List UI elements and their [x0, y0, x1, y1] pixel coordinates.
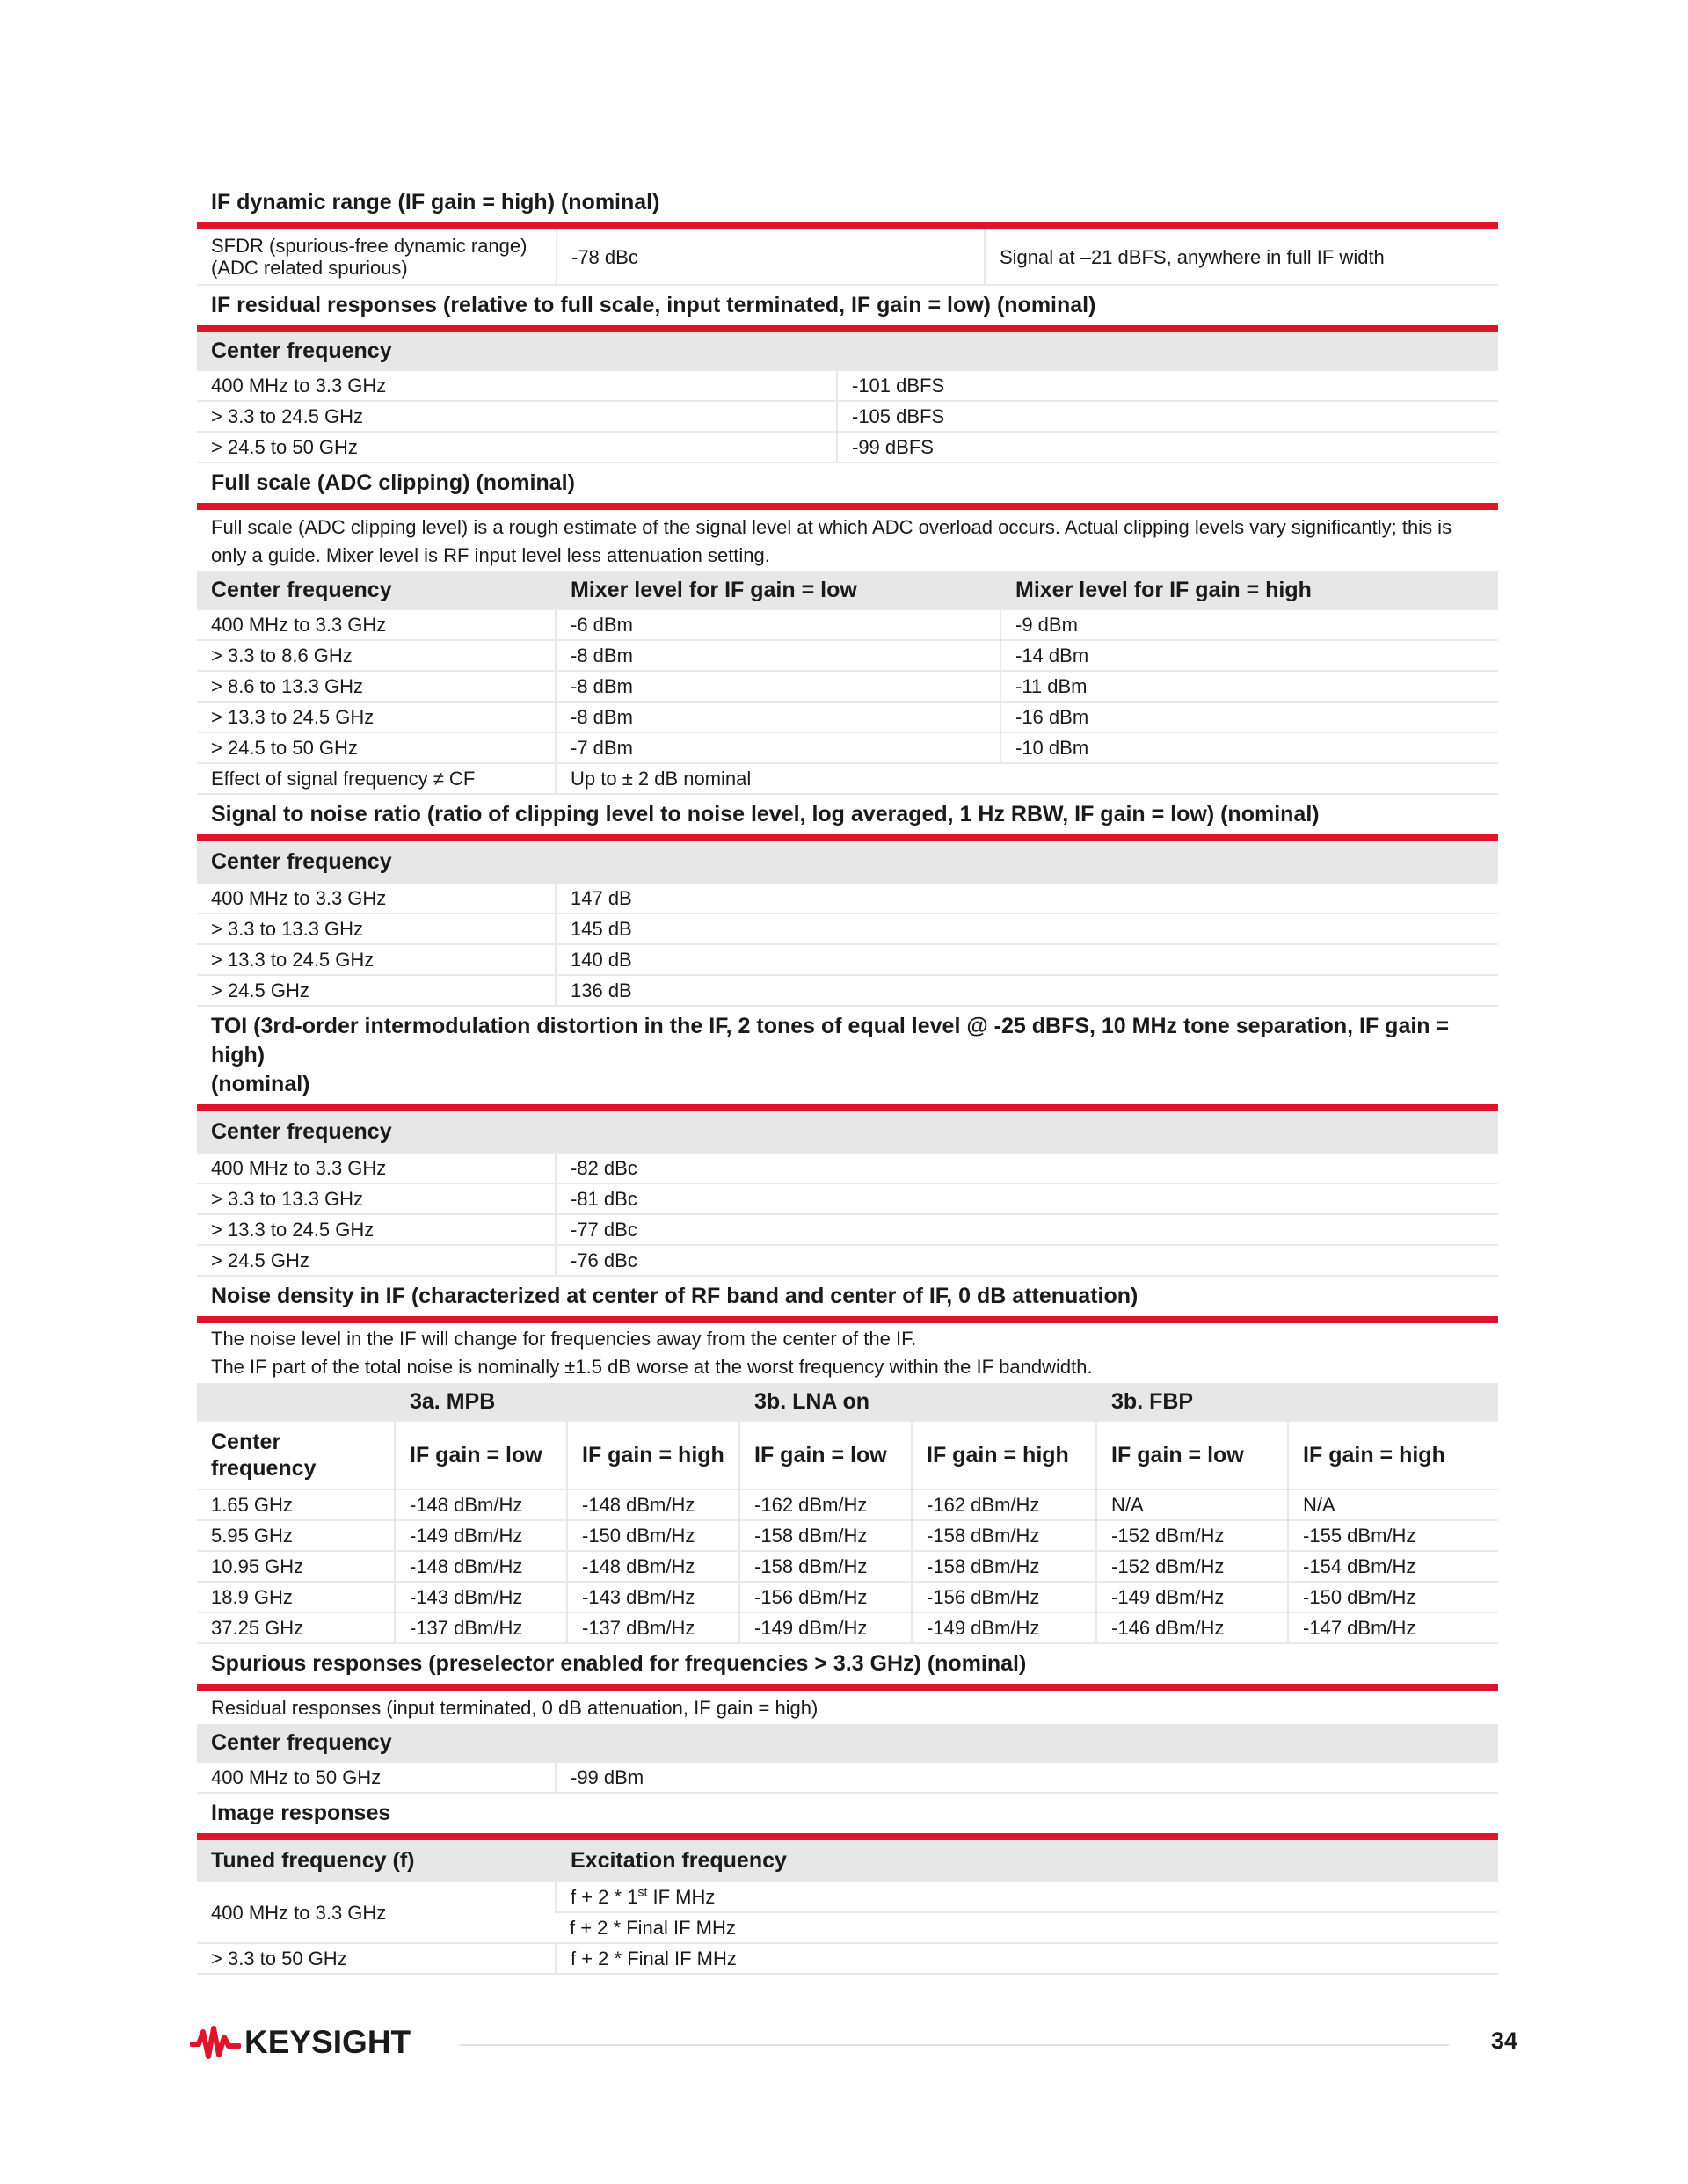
column-header: Excitation frequency: [556, 1840, 1498, 1882]
column-header: Center frequency: [197, 571, 556, 609]
table-row: [197, 432, 1498, 462]
table-row: f + 2 * Final IF MHz: [197, 1912, 1498, 1943]
noise-density-note: The noise level in the IF will change for frequencies away from the center of the IF. The IF part of the total noise is nominally ±1.5 dB worse at the worst frequency within the IF bandwidth.: [211, 1328, 1093, 1378]
column-header: Mixer level for IF gain = high: [1000, 571, 1498, 609]
table-row: > 3.3 to 8.6 GHz -8 dBm -14 dBm: [197, 640, 1498, 671]
table-row: > 13.3 to 24.5 GHz -77 dBc: [197, 1214, 1498, 1245]
cell-frequency: > 24.5 to 50 GHz: [197, 432, 837, 462]
table-row: 400 MHz to 3.3 GHz -82 dBc: [197, 1153, 1498, 1183]
table-row: 18.9 GHz -143 dBm/Hz -143 dBm/Hz -156 dBm/Hz -156 dBm/Hz -149 dBm/Hz -150 dBm/Hz: [197, 1582, 1498, 1613]
group-header: 3b. FBP: [1096, 1383, 1498, 1421]
section-title-full-scale: Full scale (ADC clipping) (nominal): [197, 463, 1498, 510]
table-header-row: [197, 571, 1498, 609]
table-group-row: [197, 1383, 1498, 1421]
table-header-row: [197, 1111, 1498, 1153]
cell-value: -101 dBFS: [837, 370, 1498, 401]
keysight-wave-icon: [190, 2023, 241, 2062]
toi-table: [197, 1111, 1498, 1277]
table-row: > 8.6 to 13.3 GHz -8 dBm -11 dBm: [197, 671, 1498, 702]
cell-frequency: > 3.3 to 24.5 GHz: [197, 401, 837, 432]
footer-divider: [459, 2044, 1449, 2046]
sfdr-note: Signal at –21 dBFS, anywhere in full IF width: [985, 229, 1498, 285]
section-title-toi: TOI (3rd-order intermodulation distortion in the IF, 2 tones of equal level @ -25 dBFS, 10 MHz tone separation, IF gain = high) (nominal): [197, 1007, 1498, 1111]
cell-value: -105 dBFS: [837, 401, 1498, 432]
column-header: Tuned frequency (f): [197, 1840, 556, 1882]
effect-label: Effect of signal frequency ≠ CF: [197, 763, 556, 794]
group-header: 3a. MPB: [395, 1383, 739, 1421]
table-row: 10.95 GHz -148 dBm/Hz -148 dBm/Hz -158 dBm/Hz -158 dBm/Hz -152 dBm/Hz -154 dBm/Hz: [197, 1551, 1498, 1582]
table-row: 5.95 GHz -149 dBm/Hz -150 dBm/Hz -158 dBm/Hz -158 dBm/Hz -152 dBm/Hz -155 dBm/Hz: [197, 1520, 1498, 1551]
group-header: 3b. LNA on: [739, 1383, 1096, 1421]
cell-value: -99 dBFS: [837, 432, 1498, 462]
table-row: > 13.3 to 24.5 GHz 140 dB: [197, 944, 1498, 975]
table-header-row: [197, 1840, 1498, 1882]
table-row: [197, 229, 1498, 285]
section-title-if-residual: IF residual responses (relative to full scale, input terminated, IF gain = low) (nominal): [197, 286, 1498, 332]
noise-density-table: [197, 1383, 1498, 1644]
section-title-image-responses: Image responses: [197, 1794, 1498, 1840]
section-title-spurious: Spurious responses (preselector enabled for frequencies > 3.3 GHz) (nominal): [197, 1644, 1498, 1691]
table-row: > 3.3 to 50 GHz f + 2 * Final IF MHz: [197, 1943, 1498, 1974]
snr-table: [197, 841, 1498, 1007]
table-row: > 13.3 to 24.5 GHz -8 dBm -16 dBm: [197, 702, 1498, 732]
sfdr-label: SFDR (spurious-free dynamic range) (ADC related spurious): [197, 229, 557, 285]
table-row: 37.25 GHz -137 dBm/Hz -137 dBm/Hz -149 dBm/Hz -149 dBm/Hz -146 dBm/Hz -147 dBm/Hz: [197, 1613, 1498, 1643]
spurious-table: [197, 1724, 1498, 1794]
table-header-row: Center frequency IF gain = low IF gain = high IF gain = low IF gain = high IF gain = low IF gain = high: [197, 1421, 1498, 1489]
keysight-logo: [190, 2020, 411, 2064]
column-header: Center frequency: [197, 841, 556, 883]
image-responses-table: [197, 1840, 1498, 1975]
section-title-snr: Signal to noise ratio (ratio of clipping level to noise level, log averaged, 1 Hz RBW, IF gain = low) (nominal): [197, 795, 1498, 841]
sfdr-value: -78 dBc: [557, 229, 985, 285]
page-footer: [190, 2020, 1517, 2064]
column-header: Center frequency: [197, 1111, 556, 1153]
column-header: Center frequency: [197, 1724, 556, 1762]
table-header-row: [197, 1724, 1498, 1762]
column-header: Center frequency: [197, 332, 837, 370]
full-scale-note: Full scale (ADC clipping level) is a rough estimate of the signal level at which ADC overload occurs. Actual clipping levels vary significantly; this is only a guide. Mixer level is RF input level less attenuation setting.: [211, 516, 1452, 566]
table-row: 400 MHz to 3.3 GHz f + 2 * 1st IF MHz: [197, 1882, 1498, 1912]
section-title-noise-density: Noise density in IF (characterized at center of RF band and center of IF, 0 dB attenuation): [197, 1277, 1498, 1323]
spec-page-content: [197, 183, 1498, 1975]
brand-name: KEYSIGHT: [244, 2024, 411, 2060]
page-number: 34: [1490, 2027, 1517, 2054]
table-row: 400 MHz to 50 GHz -99 dBm: [197, 1762, 1498, 1793]
column-header: Mixer level for IF gain = low: [556, 571, 1000, 609]
table-row: [197, 763, 1498, 794]
table-row: > 24.5 GHz -76 dBc: [197, 1245, 1498, 1276]
section-title-if-dynamic-range: IF dynamic range (IF gain = high) (nominal): [197, 183, 1498, 229]
if-dynamic-range-table: [197, 229, 1498, 286]
table-row: [197, 401, 1498, 432]
table-row: > 3.3 to 13.3 GHz -81 dBc: [197, 1183, 1498, 1214]
table-row: 1.65 GHz -148 dBm/Hz -148 dBm/Hz -162 dBm/Hz -162 dBm/Hz N/A N/A: [197, 1489, 1498, 1520]
table-row: 400 MHz to 3.3 GHz 147 dB: [197, 883, 1498, 914]
table-header-row: [197, 841, 1498, 883]
if-residual-table: [197, 332, 1498, 463]
spurious-note: Residual responses (input terminated, 0 dB attenuation, IF gain = high): [211, 1697, 819, 1719]
table-row: 400 MHz to 3.3 GHz -6 dBm -9 dBm: [197, 609, 1498, 640]
table-row: > 24.5 GHz 136 dB: [197, 975, 1498, 1006]
full-scale-table: [197, 571, 1498, 795]
table-row: [197, 370, 1498, 401]
table-header-row: [197, 332, 1498, 370]
effect-value: Up to ± 2 dB nominal: [556, 763, 1498, 794]
cell-frequency: 400 MHz to 3.3 GHz: [197, 370, 837, 401]
table-row: > 3.3 to 13.3 GHz 145 dB: [197, 914, 1498, 944]
table-row: > 24.5 to 50 GHz -7 dBm -10 dBm: [197, 732, 1498, 763]
